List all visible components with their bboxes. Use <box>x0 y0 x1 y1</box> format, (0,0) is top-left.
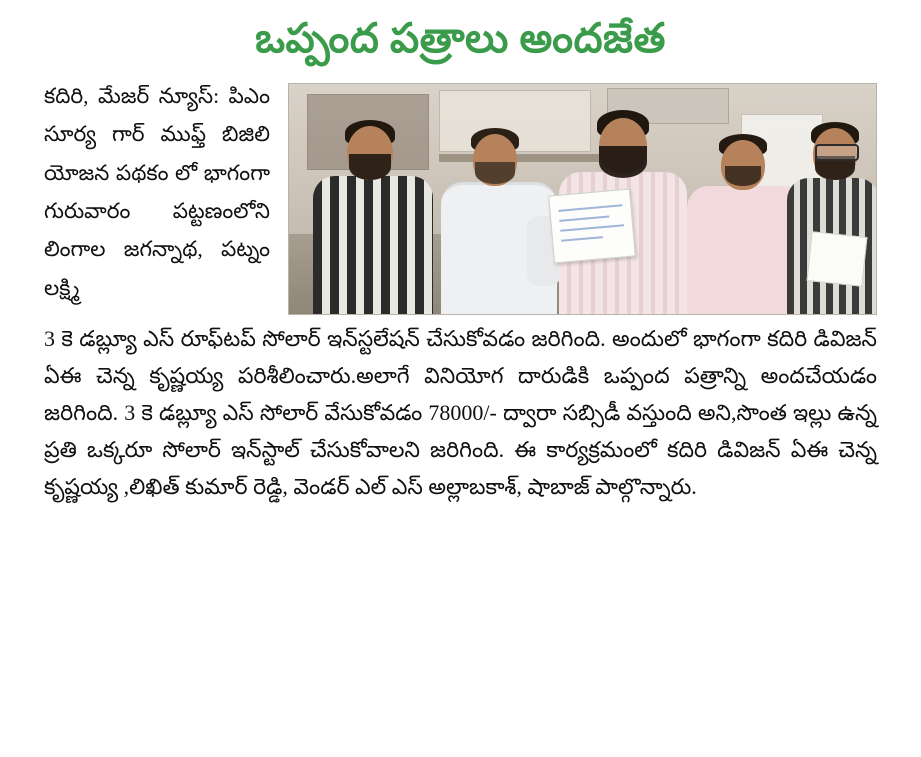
photo-person-2 <box>439 116 561 314</box>
person-3-beard <box>599 146 647 178</box>
article-photo-figure <box>288 83 877 315</box>
article-body <box>0 77 921 506</box>
page-title: ఒప్పంద పత్రాలు అందజేత <box>255 15 666 61</box>
person-1-beard <box>349 154 391 180</box>
article-lead-paragraph: కదిరి, మేజర్ న్యూస్: పిఎం సూర్య గార్ ముఫ్త్ బిజిలి యోజన పథకం లో భాగంగా గురువారం పట్టణంలోని లింగాల జగన్నాథ, పట్నం లక్ష్మి <box>44 84 270 300</box>
eyeglasses-icon <box>815 144 859 161</box>
photo-person-5 <box>787 114 877 314</box>
person-1-shirt <box>313 176 433 314</box>
photo-person-1 <box>307 114 439 314</box>
document-text-line <box>558 204 622 212</box>
document-text-line <box>561 236 603 242</box>
article-body-paragraph: 3 కె డబ్ల్యూ ఎస్ రూఫ్‌టప్ సోలార్ ఇన్‌స్టలేషన్ చేసుకోవడం జరిగింది. అందులో భాగంగా కదిరి డివిజన్ ఏఈ చెన్న కృష్ణయ్య పరిశీలించారు.అలాగే వినియోగ దారుడికి ఒప్పంద పత్రాన్ని అందచేయడం జరిగింది. 3 కె డబ్ల్యూ ఎస్ సోలార్ వేసుకోవడం 78000/- ద్వారా సబ్సిడీ వస్తుంది అని,సొంత ఇల్లు ఉన్న ప్రతి ఒక్కరూ సోలార్ ఇన్‌స్టాల్ చేసుకోవాలని జరిగింది. ఈ కార్యక్రమంలో కదిరి డివిజన్ ఏఈ చెన్న కృష్ణయ్య ,లిఖిత్ కుమార్ రెడ్డి, వెండర్ ఎల్ ఎస్ అల్లాబకాశ్, షాబాజ్ పాల్గొన్నారు. <box>44 326 877 499</box>
document-text-line <box>559 216 609 222</box>
agreement-document <box>548 189 636 264</box>
article-photo <box>288 83 877 315</box>
document-text-line <box>560 224 624 232</box>
secondary-document <box>807 231 868 287</box>
